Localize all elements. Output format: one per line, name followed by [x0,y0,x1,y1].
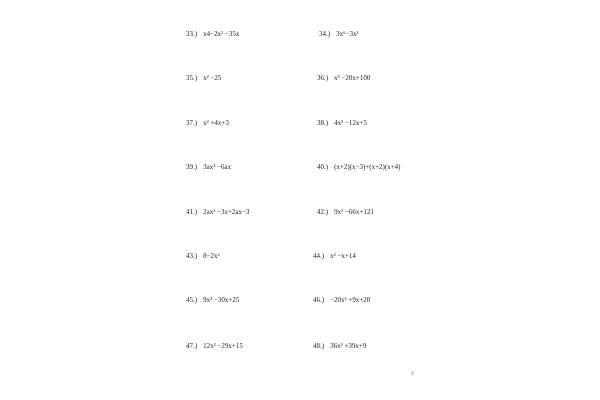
problem-37 [186,120,229,127]
problem-42 [317,209,374,216]
problem-48 [313,343,366,350]
problem-number: 39.) [186,163,198,171]
problem-expression: 36x² +39x+9 [330,342,367,350]
problem-number: 38.) [317,119,329,127]
problem-number: 35.) [186,74,198,82]
problem-41 [186,209,250,216]
problem-expression: 3ax² −6ax [203,163,232,171]
problem-expression: −20x² +9x+20 [330,296,371,304]
problem-number: 34.) [319,30,331,38]
problem-46 [313,297,370,304]
problem-43 [186,253,220,260]
problem-39 [186,164,231,171]
problem-number: 37.) [186,119,198,127]
problem-number: 47.) [186,342,198,350]
problem-33 [186,31,239,38]
problem-45 [186,297,239,304]
problem-36 [317,75,370,82]
problem-44 [313,253,356,260]
problem-expression: 12x² −29x+15 [203,342,243,350]
problem-number: 45.) [186,296,198,304]
problem-number: 36.) [317,74,329,82]
problem-number: 46.) [313,296,325,304]
problem-expression: (x+2)(x−3)+(x+2)(x+4) [334,163,401,171]
problem-expression: x² −x+14 [330,252,356,260]
problem-expression: x² −25 [203,74,222,82]
problem-expression: 4x² −12x+5 [334,119,367,127]
problem-expression: x² +4x+3 [203,119,229,127]
problem-expression: x² −20x+100 [334,74,371,82]
problem-expression: 8−2x² [203,252,220,260]
problem-number: 41.) [186,208,198,216]
problem-expression: 9x² −30x+25 [203,296,240,304]
problem-47 [186,343,243,350]
problem-34 [319,31,359,38]
problem-expression: 2ax² −3x+2ax−3 [203,208,250,216]
problem-expression: 9x² −66x+121 [334,208,374,216]
page-number: 3 [411,372,414,377]
problem-35 [186,75,221,82]
problem-number: 44.) [313,252,325,260]
problem-expression: 3x⁶−3x² [336,30,359,38]
problem-number: 42.) [317,208,329,216]
problem-38 [317,120,367,127]
problem-number: 43.) [186,252,198,260]
problem-number: 40.) [317,163,329,171]
problem-40 [317,164,400,171]
problem-number: 33.) [186,30,198,38]
problem-expression: x4−2x² −35x [203,30,240,38]
problem-number: 48.) [313,342,325,350]
